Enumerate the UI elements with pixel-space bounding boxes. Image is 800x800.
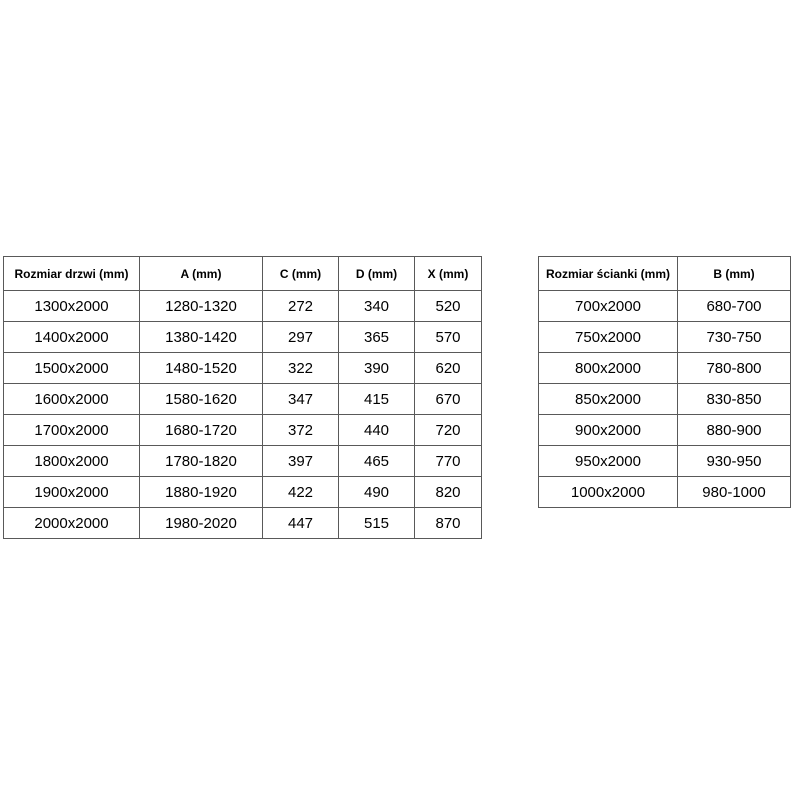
table-cell: 1500x2000: [4, 353, 140, 384]
table-cell: 297: [263, 322, 339, 353]
table-cell: 1780-1820: [140, 446, 263, 477]
table-cell: 1980-2020: [140, 508, 263, 539]
table-header-row: [4, 257, 482, 291]
table-cell: 515: [339, 508, 415, 539]
table-row: [4, 415, 482, 446]
column-header: Rozmiar ścianki (mm): [539, 257, 678, 291]
table-row: [539, 384, 791, 415]
table-cell: 680-700: [678, 291, 791, 322]
table-cell: 1000x2000: [539, 477, 678, 508]
table-cell: 800x2000: [539, 353, 678, 384]
table-cell: 447: [263, 508, 339, 539]
table-row: [4, 446, 482, 477]
table-cell: 490: [339, 477, 415, 508]
table-cell: 930-950: [678, 446, 791, 477]
column-header: X (mm): [415, 257, 482, 291]
table-cell: 422: [263, 477, 339, 508]
table-row: [539, 446, 791, 477]
table-cell: 850x2000: [539, 384, 678, 415]
table-cell: 820: [415, 477, 482, 508]
table-header-row: [539, 257, 791, 291]
table-row: [539, 477, 791, 508]
table-cell: 620: [415, 353, 482, 384]
table-cell: 1280-1320: [140, 291, 263, 322]
table-cell: 1580-1620: [140, 384, 263, 415]
table-cell: 1900x2000: [4, 477, 140, 508]
table-cell: 520: [415, 291, 482, 322]
column-header: A (mm): [140, 257, 263, 291]
table-cell: 780-800: [678, 353, 791, 384]
table-cell: 700x2000: [539, 291, 678, 322]
table-cell: 440: [339, 415, 415, 446]
table-cell: 1880-1920: [140, 477, 263, 508]
table-row: [539, 415, 791, 446]
column-header: Rozmiar drzwi (mm): [4, 257, 140, 291]
table-cell: 397: [263, 446, 339, 477]
table-cell: 570: [415, 322, 482, 353]
table-cell: 980-1000: [678, 477, 791, 508]
table-cell: 340: [339, 291, 415, 322]
table-row: [539, 322, 791, 353]
table-cell: 900x2000: [539, 415, 678, 446]
table-cell: 2000x2000: [4, 508, 140, 539]
table-row: [4, 508, 482, 539]
table-cell: 670: [415, 384, 482, 415]
table-cell: 1680-1720: [140, 415, 263, 446]
table-row: [4, 477, 482, 508]
table-cell: 950x2000: [539, 446, 678, 477]
column-header: C (mm): [263, 257, 339, 291]
table-row: [4, 384, 482, 415]
table-cell: 347: [263, 384, 339, 415]
table-cell: 1600x2000: [4, 384, 140, 415]
table-cell: 830-850: [678, 384, 791, 415]
table-cell: 322: [263, 353, 339, 384]
table-row: [539, 291, 791, 322]
column-header: D (mm): [339, 257, 415, 291]
door-sizes-table: [3, 256, 482, 539]
table-cell: 465: [339, 446, 415, 477]
table-cell: 372: [263, 415, 339, 446]
table-cell: 390: [339, 353, 415, 384]
table-row: [4, 291, 482, 322]
table-row: [4, 353, 482, 384]
table-cell: 770: [415, 446, 482, 477]
table-cell: 730-750: [678, 322, 791, 353]
table-cell: 415: [339, 384, 415, 415]
table-row: [539, 353, 791, 384]
table-cell: 1300x2000: [4, 291, 140, 322]
table-cell: 1800x2000: [4, 446, 140, 477]
table-cell: 1700x2000: [4, 415, 140, 446]
column-header: B (mm): [678, 257, 791, 291]
table-cell: 272: [263, 291, 339, 322]
table-cell: 1400x2000: [4, 322, 140, 353]
table-cell: 1380-1420: [140, 322, 263, 353]
table-cell: 720: [415, 415, 482, 446]
table-cell: 870: [415, 508, 482, 539]
table-row: [4, 322, 482, 353]
table-cell: 365: [339, 322, 415, 353]
table-cell: 1480-1520: [140, 353, 263, 384]
table-cell: 750x2000: [539, 322, 678, 353]
table-cell: 880-900: [678, 415, 791, 446]
wall-sizes-table: [538, 256, 791, 508]
